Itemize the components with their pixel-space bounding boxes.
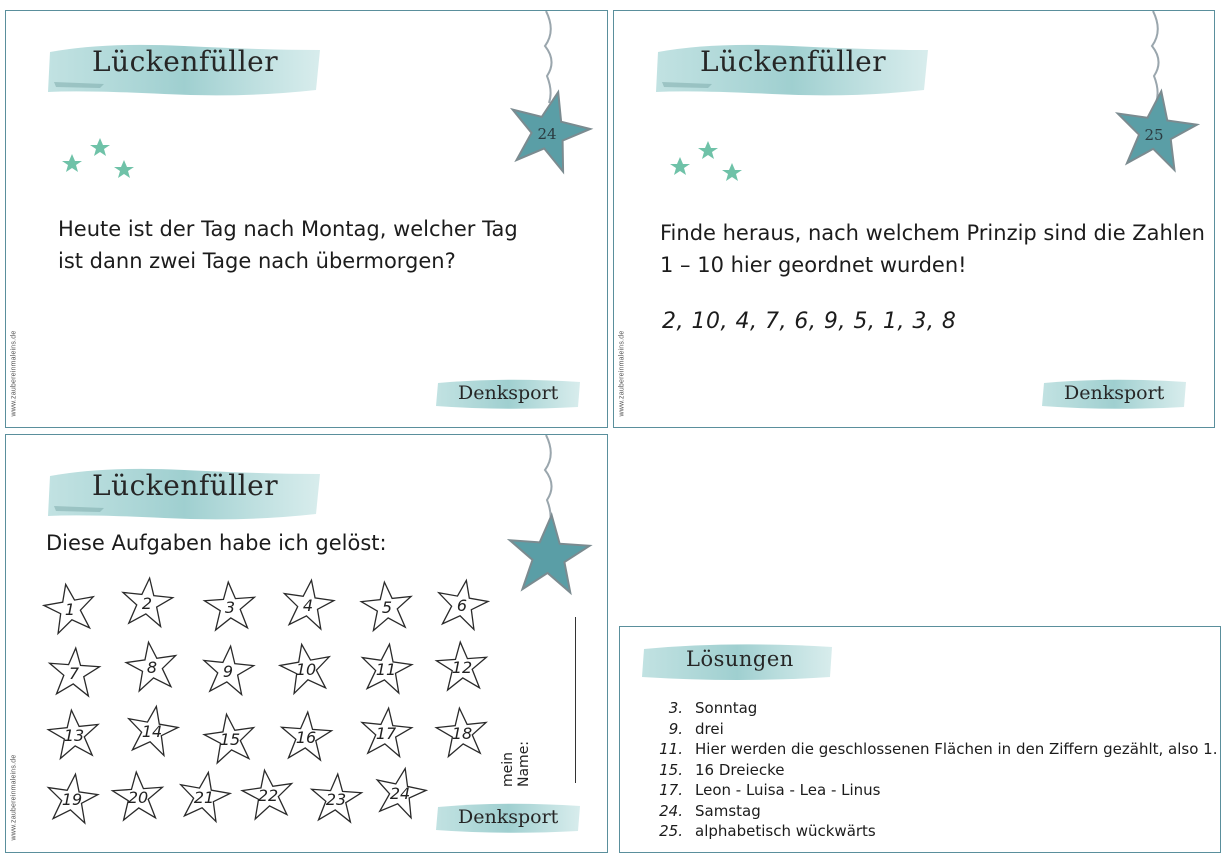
task-line: Heute ist der Tag nach Montag, welcher Tag xyxy=(58,217,518,241)
solutions-title: Lösungen xyxy=(686,647,794,671)
solution-text: drei xyxy=(695,719,724,738)
solution-item xyxy=(638,822,1218,843)
star-number: 12 xyxy=(451,658,473,677)
solved-star-23[interactable] xyxy=(308,771,364,827)
number-sequence: 2, 10, 4, 7, 6, 9, 5, 1, 3, 8 xyxy=(662,309,957,334)
solution-text: alphabetisch wückwärts xyxy=(695,822,876,840)
solved-star-11[interactable] xyxy=(358,641,414,697)
solution-text: Hier werden die geschlossenen Flächen in den Ziffern gezählt, also 1. xyxy=(695,740,1218,758)
name-line xyxy=(575,617,576,783)
star-number: 19 xyxy=(61,790,83,809)
solution-item xyxy=(638,802,1218,823)
solved-star-5[interactable] xyxy=(359,579,415,635)
star-number: 17 xyxy=(375,724,397,743)
star-number: 7 xyxy=(68,664,80,683)
solution-number: 25. xyxy=(659,822,683,840)
solved-star-16[interactable] xyxy=(278,709,334,765)
website-url: www.zaubereinmaleins.de xyxy=(10,330,18,417)
star-number: 3 xyxy=(224,598,236,617)
solved-star-17[interactable] xyxy=(358,705,414,761)
task-line: Finde heraus, nach welchem Prinzip sind die Zahlen xyxy=(660,221,1205,245)
solution-text: Sonntag xyxy=(695,699,758,717)
footer-label: Denksport xyxy=(458,382,559,404)
solution-text: 16 Dreiecke xyxy=(695,760,785,779)
task-card-24 xyxy=(5,10,608,428)
website-url: www.zaubereinmaleins.de xyxy=(10,754,18,841)
solved-star-1[interactable] xyxy=(42,581,98,637)
hanging-star-icon xyxy=(501,11,601,181)
task-number: 24 xyxy=(537,125,557,143)
star-number: 23 xyxy=(325,790,347,809)
progress-tracker-card xyxy=(5,434,608,853)
star-number: 11 xyxy=(375,660,397,679)
star-number: 10 xyxy=(295,660,317,679)
star-number: 5 xyxy=(381,598,393,617)
card-title: Lückenfüller xyxy=(92,469,279,502)
star-number: 1 xyxy=(64,600,76,619)
solution-text: Samstag xyxy=(695,801,761,820)
solved-star-3[interactable] xyxy=(202,579,258,635)
footer-label: Denksport xyxy=(1064,382,1165,404)
task-text xyxy=(660,217,1205,281)
task-line: ist dann zwei Tage nach übermorgen? xyxy=(58,249,456,273)
star-number: 15 xyxy=(219,730,241,749)
solved-label: Diese Aufgaben habe ich gelöst: xyxy=(46,531,387,555)
solved-star-20[interactable] xyxy=(110,769,166,825)
solved-star-19[interactable] xyxy=(44,771,100,827)
solved-star-4[interactable] xyxy=(280,577,336,633)
star-number: 4 xyxy=(302,596,314,615)
solved-star-9[interactable] xyxy=(200,643,256,699)
website-url: www.zaubereinmaleins.de xyxy=(618,330,626,417)
solved-star-7[interactable] xyxy=(46,645,102,701)
solution-text: Leon - Luisa - Lea - Linus xyxy=(695,781,881,799)
task-card-25 xyxy=(613,10,1215,428)
confetti-stars-icon xyxy=(60,134,145,194)
task-number: 25 xyxy=(1144,126,1164,144)
solved-star-21[interactable] xyxy=(176,769,232,825)
solved-star-13[interactable] xyxy=(46,707,102,763)
solved-star-15[interactable] xyxy=(202,711,258,767)
card-title: Lückenfüller xyxy=(92,45,279,78)
solved-star-12[interactable] xyxy=(434,639,490,695)
solution-item xyxy=(638,699,1218,720)
solution-number: 9. xyxy=(668,719,683,738)
task-line: 1 – 10 hier geordnet wurden! xyxy=(660,253,967,277)
solution-item xyxy=(638,740,1218,761)
solved-star-24[interactable] xyxy=(372,765,428,821)
hanging-star-icon xyxy=(501,435,601,605)
star-number: 16 xyxy=(295,728,317,747)
solution-number: 24. xyxy=(659,801,683,820)
solution-number: 17. xyxy=(659,781,683,799)
solutions-card xyxy=(619,626,1221,853)
name-label: mein Name: xyxy=(500,740,532,787)
solution-number: 3. xyxy=(668,699,683,717)
hanging-star-icon xyxy=(1108,11,1208,181)
solved-star-18[interactable] xyxy=(434,705,490,761)
star-number: 2 xyxy=(141,594,153,613)
solved-star-14[interactable] xyxy=(124,703,180,759)
star-number: 8 xyxy=(146,658,158,677)
footer-label: Denksport xyxy=(458,806,559,828)
task-text xyxy=(58,213,518,277)
star-number: 13 xyxy=(63,726,85,745)
confetti-stars-icon xyxy=(668,137,753,197)
star-number: 21 xyxy=(193,788,215,807)
solved-star-8[interactable] xyxy=(124,639,180,695)
solved-star-10[interactable] xyxy=(278,641,334,697)
star-number: 14 xyxy=(141,722,163,741)
star-number: 9 xyxy=(222,662,234,681)
solved-star-6[interactable] xyxy=(434,577,490,633)
solution-number: 11. xyxy=(659,740,683,758)
solution-item xyxy=(638,781,1218,802)
solution-number: 15. xyxy=(659,760,683,779)
star-number: 22 xyxy=(257,786,279,805)
star-number: 20 xyxy=(127,788,149,807)
star-number: 24 xyxy=(389,784,411,803)
solution-item xyxy=(638,761,1218,782)
solution-item xyxy=(638,720,1218,741)
solved-star-22[interactable] xyxy=(240,767,296,823)
star-number: 18 xyxy=(451,724,473,743)
card-title: Lückenfüller xyxy=(700,45,887,78)
star-number: 6 xyxy=(456,596,468,615)
solutions-list xyxy=(638,699,1218,843)
solved-star-2[interactable] xyxy=(119,575,175,631)
